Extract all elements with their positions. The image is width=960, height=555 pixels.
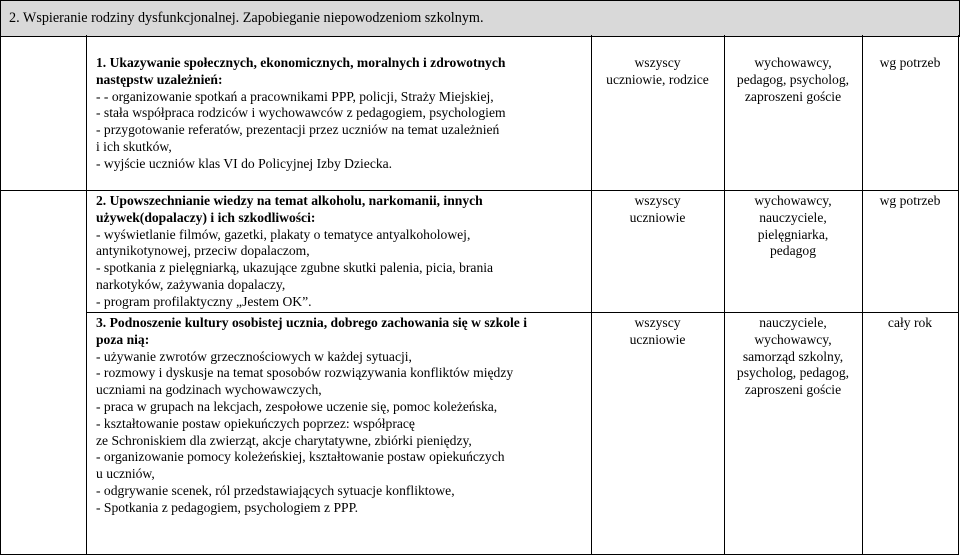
task-title-line: 1. Ukazywanie społecznych, ekonomicznych, moralnych i zdrowotnych bbox=[96, 55, 506, 70]
task-title-line: 3. Podnoszenie kultury osobistej ucznia, dobrego zachowania się w szkole i bbox=[96, 315, 527, 330]
timing-text: wg potrzeb bbox=[879, 193, 941, 208]
participants-cell-3 bbox=[591, 315, 724, 349]
participants-line: wszyscy bbox=[634, 55, 681, 70]
task-body-line: - przygotowanie referatów, prezentacji przez uczniów na temat uzależnień bbox=[96, 122, 500, 138]
participants-cell-1 bbox=[591, 55, 724, 89]
task-body-line: - wyjście uczniów klas VI do Policyjnej Izby Dziecka. bbox=[96, 155, 393, 171]
participants-line: wszyscy bbox=[634, 315, 681, 330]
task-body-line: - stała współpraca rodziców i wychowawców z pedagogiem, psychologiem bbox=[96, 105, 506, 121]
task-body-line: ze Schroniskiem dla zwierząt, akcje charytatywne, zbiórki pieniędzy, bbox=[96, 432, 472, 448]
table-border-right bbox=[958, 35, 959, 555]
responsible-line: nauczyciele, bbox=[759, 315, 827, 330]
responsible-line: pielęgniarka, bbox=[757, 226, 829, 242]
participants-line: wszyscy bbox=[634, 193, 681, 208]
row-divider-1 bbox=[0, 190, 959, 191]
participants-cell-2 bbox=[591, 193, 724, 227]
participants-line: uczniowie bbox=[629, 331, 686, 347]
participants-line: uczniowie bbox=[629, 209, 686, 225]
column-divider-3 bbox=[724, 35, 725, 555]
row-divider-2 bbox=[86, 312, 959, 313]
responsible-line: zaproszeni goście bbox=[744, 88, 842, 104]
task-title-line: następstw uzależnień: bbox=[96, 71, 223, 87]
timing-cell-3 bbox=[862, 315, 958, 332]
responsible-line: wychowawcy, bbox=[754, 55, 832, 70]
responsible-line: pedagog bbox=[769, 243, 817, 259]
task-body-line: - - organizowanie spotkań a pracownikami PPP, policji, Straży Miejskiej, bbox=[96, 88, 494, 104]
participants-line: uczniowie, rodzice bbox=[606, 71, 709, 87]
task-body-line: - praca w grupach na lekcjach, zespołowe uczenie się, pomoc koleżeńska, bbox=[96, 398, 498, 414]
task-body-line: - używanie zwrotów grzecznościowych w każdej sytuacji, bbox=[96, 348, 412, 364]
responsible-line: wychowawcy, bbox=[754, 331, 832, 347]
column-divider-1 bbox=[86, 35, 87, 555]
task-title-line: 2. Upowszechnianie wiedzy na temat alkoholu, narkomanii, innych bbox=[96, 193, 483, 208]
section-heading: 2. Wspieranie rodziny dysfunkcjonalnej. Zapobieganie niepowodzeniom szkolnym. bbox=[9, 10, 484, 26]
task-body-line: - spotkania z pielęgniarką, ukazujące zgubne skutki palenia, picia, brania bbox=[96, 260, 494, 276]
responsible-cell-3 bbox=[724, 315, 862, 399]
task-body-line: - wyświetlanie filmów, gazetki, plakaty o tematyce antyalkoholowej, bbox=[96, 226, 471, 242]
task-body-line: i ich skutków, bbox=[96, 138, 172, 154]
task-cell-2 bbox=[96, 193, 493, 311]
column-divider-2 bbox=[591, 35, 592, 555]
responsible-cell-2 bbox=[724, 193, 862, 260]
timing-cell-1 bbox=[862, 55, 958, 72]
task-body-line: antynikotynowej, przeciw dopalaczom, bbox=[96, 243, 310, 259]
task-cell-3 bbox=[96, 315, 527, 517]
responsible-line: wychowawcy, bbox=[754, 193, 832, 208]
section-heading-bar bbox=[0, 0, 960, 37]
timing-cell-2 bbox=[862, 193, 958, 210]
task-body-line: - kształtowanie postaw opiekuńczych poprzez: współpracę bbox=[96, 415, 415, 431]
responsible-line: pedagog, psycholog, bbox=[736, 71, 850, 87]
task-title-line: poza nią: bbox=[96, 331, 150, 347]
task-cell-1 bbox=[96, 55, 506, 173]
timing-text: cały rok bbox=[887, 315, 933, 330]
task-body-line: - Spotkania z pedagogiem, psychologiem z PPP. bbox=[96, 499, 359, 515]
task-body-line: narkotyków, zażywania dopalaczy, bbox=[96, 276, 286, 292]
task-body-line: - organizowanie pomocy koleżeńskiej, kształtowanie postaw opiekuńczych bbox=[96, 449, 505, 465]
task-body-line: uczniami na godzinach wychowawczych, bbox=[96, 382, 322, 398]
responsible-line: psycholog, pedagog, bbox=[736, 365, 850, 381]
responsible-line: zaproszeni goście bbox=[744, 382, 842, 398]
responsible-cell-1 bbox=[724, 55, 862, 105]
task-body-line: - rozmowy i dyskusje na temat sposobów rozwiązywania konfliktów między bbox=[96, 365, 514, 381]
table-border-left bbox=[0, 35, 1, 555]
column-divider-4 bbox=[862, 35, 863, 555]
task-body-line: - odgrywanie scenek, ról przedstawiających sytuacje konfliktowe, bbox=[96, 482, 455, 498]
task-body-line: - program profilaktyczny „Jestem OK”. bbox=[96, 293, 312, 309]
responsible-line: nauczyciele, bbox=[759, 209, 827, 225]
task-title-line: używek(dopalaczy) i ich szkodliwości: bbox=[96, 209, 316, 225]
timing-text: wg potrzeb bbox=[879, 55, 941, 70]
task-body-line: u uczniów, bbox=[96, 466, 155, 482]
responsible-line: samorząd szkolny, bbox=[742, 348, 844, 364]
